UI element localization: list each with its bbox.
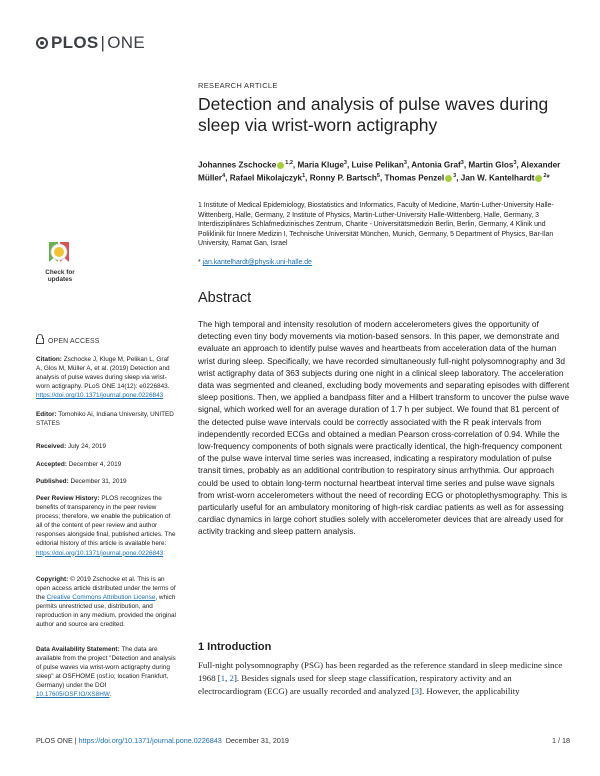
citation-link[interactable]: 1: [220, 672, 226, 683]
page-number: 1 / 18: [552, 736, 570, 745]
author-separator: ,: [516, 160, 521, 170]
article-type-label: RESEARCH ARTICLE: [198, 81, 278, 90]
author-affiliation-number: 3: [460, 160, 464, 166]
correspondence: [198, 259, 312, 266]
data-doi-link[interactable]: 10.17605/OSF.IO/XS8HW: [36, 691, 110, 699]
correspondence-marker: *: [198, 259, 203, 266]
author-affiliation-number: 2: [543, 173, 547, 180]
footer-journal: PLOS ONE: [36, 736, 73, 745]
author-affiliation-number: 4: [222, 173, 226, 180]
author-name: Antonia Graf: [411, 160, 461, 170]
orcid-icon[interactable]: [277, 162, 284, 169]
open-lock-icon: [36, 338, 44, 344]
crossmark-icon: [45, 240, 73, 266]
orcid-icon[interactable]: [445, 175, 452, 182]
author-separator: ,: [225, 174, 230, 184]
author-separator: ,: [406, 160, 412, 170]
article-title: Detection and analysis of pulse waves during sleep via wrist-worn actigraphy: [198, 94, 549, 135]
author-name: Johannes Zschocke: [198, 160, 277, 170]
peer-review-link[interactable]: https://doi.org/10.1371/journal.pone.0226843: [36, 549, 164, 557]
abstract-heading: Abstract: [198, 290, 252, 306]
abstract-text: The high temporal and intensity resolution of modern accelerometers gives the opportunity of detecting even tiny body movements via motion-based sensors. In this paper, we demonstrate and evaluate an approach to identify pulse waves and heartbeats from acceleration data of the human wrist during sleep. Specifically, we have recorded simultaneously full-night polysomnography and 3d wrist actigraphy data of 363 subjects during one night in a clinical sleep laboratory. The acceleration data was segmented and cleaned, excluding body movements and separating episodes with different sleep positions. Then, we applied a bandpass filter and a Hilbert transform to uncover the pulse wave signal, which worked well for an average duration of 1.7 h per subject. We found that 81 percent of the detected pulse wave intervals could be correctly associated with the R peak intervals from independently recorded ECGs and obtained a median Pearson cross-correlation of 0.94. While the low-frequency components of both signals were practically identical, the high-frequency component of the pulse wave interval time series was increased, indicating a respiratory modulation of pulse transit times, probably as an additional contribution to respiratory sinus arrhythmia. Our approach could be used to obtain long-term nocturnal heartbeat interval time series and pulse wave signals from wrist-worn accelerometers without the need of recording ECG or photoplethysmography. This is particularly useful for an ambulatory monitoring of high-risk cardiac patients as well as for assessing cardiac dynamics in large cohort studies solely with accelerometer devices that are already used for activity tracking and sleep pattern analysis.: [198, 319, 570, 537]
citation-doi-link[interactable]: https://doi.org/10.1371/journal.pone.0226843: [36, 392, 164, 400]
open-access-label: OPEN ACCESS: [36, 338, 100, 345]
author-name: Ronny P. Bartsch: [309, 174, 377, 184]
author-affiliation-number: 1,2: [285, 160, 293, 166]
author-affiliation-number: 1: [302, 173, 306, 180]
data-availability-block: Data Availability Statement: The data are available from the project "Detection and analysis of pulse waves via wrist-worn actigraphy during sleep" at OSFHOME (osf.io; location Frankfurt, Germany) under the DOI 10.17605/OSF.IO/XS8HW.: [36, 646, 176, 699]
footer-doi-link[interactable]: https://doi.org/10.1371/journal.pone.0226843: [78, 736, 222, 745]
copyright-block: Copyright: © 2019 Zschocke et al. This is an open access article distributed under the terms of the Creative Commons Attribution License, which permits unrestricted use, distribution, and reproduction in any medium, provided the original author and source are credited.: [36, 576, 176, 629]
affiliations: 1 Institute of Medical Epidemiology, Biostatistics and Informatics, Faculty of Medicine, Martin-Luther-University Halle-Wittenberg, Halle, Germany, 2 Institute of Physics, Martin-Luther-University Halle-Wittenberg, Halle, Germany, 3 Interdisziplinäres Schlafmedizinisches Zentrum, Charite - Universitätsmedizin Berlin, Berlin, Germany, 4 Klinik und Poliklinik für Innere Medizin I, Technische Universität München, Munich, Germany, 5 Department of Physics, Bar-Ilan University, Ramat Gan, Israel: [198, 202, 554, 248]
citation-link[interactable]: 3: [414, 685, 420, 696]
author-separator: ,: [305, 174, 310, 184]
author-name: Alexander Müller: [198, 160, 561, 184]
author-separator: ,: [292, 160, 298, 170]
author-separator: ,: [346, 160, 352, 170]
peer-review-block: Peer Review History: PLOS recognizes the benefits of transparency in the peer review process; therefore, we enable the publication of all of the content of peer review and author responses alongside final, published articles. The editorial history of this article is available here: https://doi.org/10.1371/journal.pone.0226843: [36, 495, 176, 557]
author-name: Maria Kluge: [297, 160, 344, 170]
author-name: Martin Glos: [468, 160, 514, 170]
received-date: Received: July 24, 2019: [36, 443, 106, 450]
author-separator: *: [546, 174, 550, 184]
author-affiliation-number: 5: [376, 173, 380, 180]
author-name: Rafael Mikolajczyk: [229, 174, 303, 184]
author-name: Luise Pelikan: [351, 160, 404, 170]
accepted-date: Accepted: December 4, 2019: [36, 461, 122, 468]
footer-date: December 31, 2019: [225, 736, 289, 745]
check-updates-line2: updates: [47, 276, 73, 284]
page-footer: PLOS ONE | https://doi.org/10.1371/journal.pone.0226843 December 31, 2019 1 / 18: [36, 736, 570, 745]
check-updates-line1: Check for: [45, 269, 75, 276]
citation-block: Citation: Zschocke J, Kluge M, Pelikan L, Graf A, Glos M, Müller A, et al. (2019) Detection and analysis of pulse waves during sleep via wrist-worn actigraphy. PLoS ONE 14(12): e0226843. https://doi.org/10.1371/journal.pone.0226843: [36, 356, 170, 400]
author-affiliation-number: 3: [343, 160, 347, 166]
published-date: Published: December 31, 2019: [36, 478, 127, 485]
author-list: [198, 158, 568, 185]
author-separator: ,: [379, 174, 385, 184]
correspondence-email-link[interactable]: jan.kantelhardt@physik.uni-halle.de: [202, 259, 312, 266]
editor-block: Editor: Tomohiko Ai, Indiana University, UNITED STATES: [36, 411, 174, 428]
author-affiliation-number: 3: [453, 173, 457, 180]
author-name: Thomas Penzel: [384, 174, 445, 184]
author-separator: ,: [456, 174, 461, 184]
plos-logo-mark-icon: [36, 37, 48, 49]
check-for-updates-badge[interactable]: [40, 240, 78, 290]
citation-link[interactable]: 2: [229, 672, 234, 683]
author-affiliation-number: 3: [513, 160, 517, 166]
license-link[interactable]: Creative Commons Attribution License: [46, 594, 156, 602]
author-affiliation-number: 3: [403, 160, 407, 166]
introduction-text: Full-night polysomnography (PSG) has been regarded as the reference standard in sleep medicine since 1968 [1, 2]. Besides signals used for sleep stage classification, respiratory activity and an electrocardiogram (ECG) are usually recorded and analyzed [3]. However, the applicability: [198, 660, 563, 696]
orcid-icon[interactable]: [535, 175, 542, 182]
author-name: Jan W. Kantelhardt: [460, 174, 535, 184]
plos-one-logo: PLOS | ONE: [36, 33, 145, 53]
author-separator: ,: [463, 160, 469, 170]
introduction-heading: 1 Introduction: [198, 641, 272, 653]
